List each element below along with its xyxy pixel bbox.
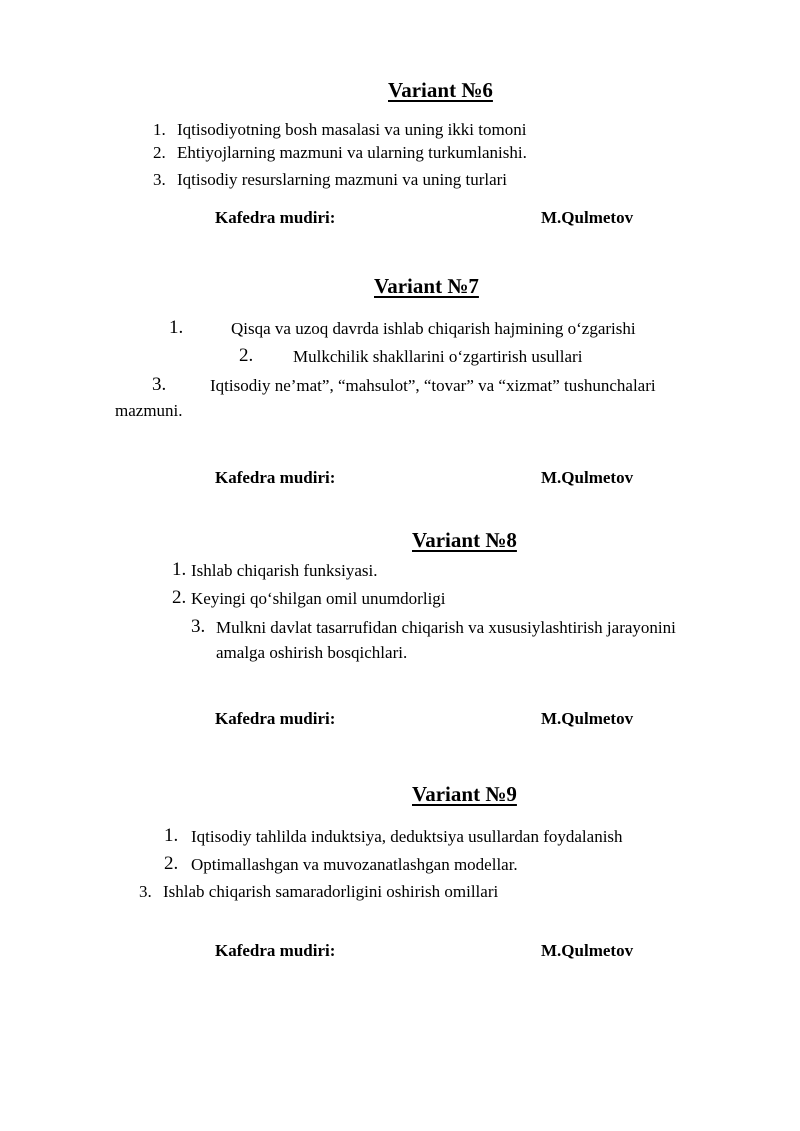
variant-8-item-1-text: Ishlab chiqarish funksiyasi. (191, 561, 378, 580)
variant-6-item-3-text: Iqtisodiy resurslarning mazmuni va uning turlari (177, 170, 508, 189)
variant-7-item-2-number: 2. (239, 345, 254, 366)
variant-7-item-3-text: Iqtisodiy ne’mat”, “mahsulot”, “tovar” va “xizmat” tushunchalari (210, 376, 656, 395)
variant-9-item-3-text: Ishlab chiqarish samaradorligini oshirish omillari (163, 882, 499, 901)
variant-7-signature-label: Kafedra mudiri: (215, 468, 336, 487)
variant-6-heading: Variant №6 (388, 78, 493, 102)
variant-9-heading: Variant №9 (412, 782, 517, 806)
variant-7-heading: Variant №7 (374, 274, 479, 298)
variant-6-item-1-number: 1. (153, 120, 166, 139)
variant-8-signature-label: Kafedra mudiri: (215, 709, 336, 728)
variant-8-item-2-number: 2. (172, 587, 187, 608)
variant-6-signature-label: Kafedra mudiri: (215, 208, 336, 227)
variant-7-item-3-continuation: mazmuni. (115, 401, 183, 420)
variant-7-item-1-text: Qisqa va uzoq davrda ishlab chiqarish hajmining o‘zgarishi (231, 319, 636, 338)
variant-9-item-2-text: Optimallashgan va muvozanatlashgan modellar. (191, 855, 518, 874)
variant-7-item-1-number: 1. (169, 317, 184, 338)
variant-6-item-3-number: 3. (153, 170, 166, 189)
variant-6-item-1-text: Iqtisodiyotning bosh masalasi va uning ikki tomoni (177, 120, 527, 139)
variant-8-item-2-text: Keyingi qo‘shilgan omil unumdorligi (191, 589, 446, 608)
variant-9-item-1-number: 1. (164, 825, 179, 846)
variant-7-signature-name: M.Qulmetov (541, 468, 634, 487)
variant-8-heading: Variant №8 (412, 528, 517, 552)
variant-6-signature-name: M.Qulmetov (541, 208, 634, 227)
variant-9-signature-name: M.Qulmetov (541, 941, 634, 960)
variant-7-item-3-number: 3. (152, 374, 167, 395)
variant-9-item-3-number: 3. (139, 882, 152, 901)
variant-8-item-3-number: 3. (191, 616, 206, 637)
variant-7-item-2-text: Mulkchilik shakllarini o‘zgartirish usullari (293, 347, 583, 366)
variant-9-item-1-text: Iqtisodiy tahlilda induktsiya, deduktsiya usullardan foydalanish (191, 827, 623, 846)
variant-8-item-1-number: 1. (172, 559, 187, 580)
variant-8-item-3-continuation: amalga oshirish bosqichlari. (216, 643, 408, 662)
variant-9-signature-label: Kafedra mudiri: (215, 941, 336, 960)
variant-8-signature-name: M.Qulmetov (541, 709, 634, 728)
variant-6-item-2-number: 2. (153, 143, 166, 162)
variant-8-item-3-text: Mulkni davlat tasarrufidan chiqarish va xususiylashtirish jarayonini (216, 618, 676, 637)
variant-9-item-2-number: 2. (164, 853, 179, 874)
variant-6-item-2-text: Ehtiyojlarning mazmuni va ularning turkumlanishi. (177, 143, 527, 162)
